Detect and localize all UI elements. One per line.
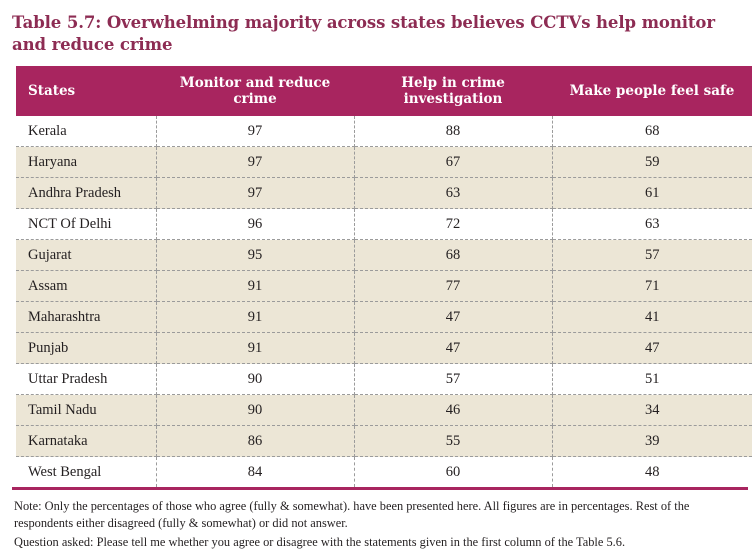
cell-investigation: 77 <box>354 271 552 302</box>
cell-monitor: 91 <box>156 333 354 364</box>
cell-safe: 34 <box>552 395 752 426</box>
note-line-2: Question asked: Please tell me whether you agree or disagree with the statements given in the first column of the Table 5.6. <box>14 534 626 549</box>
cell-monitor: 84 <box>156 457 354 488</box>
cell-safe: 71 <box>552 271 752 302</box>
cell-safe: 47 <box>552 333 752 364</box>
note-line-1: Note: Only the percentages of those who agree (fully & somewhat). have been presented here. All figures are in percentages. Rest of the respondents either disagreed (fully & somewhat) or did not answer. <box>14 499 690 531</box>
cell-safe: 39 <box>552 426 752 457</box>
cell-safe: 51 <box>552 364 752 395</box>
cell-monitor: 97 <box>156 147 354 178</box>
table-row <box>16 302 752 333</box>
cell-safe: 41 <box>552 302 752 333</box>
cell-safe: 48 <box>552 457 752 488</box>
column-header-investigation: Help in crime investigation <box>354 66 552 117</box>
cell-state: Punjab <box>16 333 156 364</box>
cell-state: Andhra Pradesh <box>16 178 156 209</box>
cell-monitor: 95 <box>156 240 354 271</box>
table-row <box>16 209 752 240</box>
table-row <box>16 457 752 488</box>
cell-monitor: 91 <box>156 302 354 333</box>
cell-investigation: 47 <box>354 302 552 333</box>
column-header-safe: Make people feel safe <box>552 66 752 117</box>
cell-state: West Bengal <box>16 457 156 488</box>
table-row <box>16 271 752 302</box>
cell-monitor: 97 <box>156 178 354 209</box>
table-row <box>16 426 752 457</box>
table-row <box>16 395 752 426</box>
cell-investigation: 60 <box>354 457 552 488</box>
cell-state: Uttar Pradesh <box>16 364 156 395</box>
cell-state: Karnataka <box>16 426 156 457</box>
cell-state: Assam <box>16 271 156 302</box>
cell-investigation: 63 <box>354 178 552 209</box>
cell-investigation: 46 <box>354 395 552 426</box>
table-body <box>16 116 752 487</box>
cell-investigation: 72 <box>354 209 552 240</box>
page-title: Table 5.7: Overwhelming majority across states believes CCTVs help monitor and reduce crime <box>12 13 715 54</box>
cell-investigation: 57 <box>354 364 552 395</box>
cell-investigation: 47 <box>354 333 552 364</box>
cell-state: Kerala <box>16 116 156 147</box>
table-container <box>12 66 748 491</box>
cell-investigation: 68 <box>354 240 552 271</box>
cell-safe: 61 <box>552 178 752 209</box>
table-row <box>16 364 752 395</box>
column-header-monitor: Monitor and reduce crime <box>156 66 354 117</box>
cell-state: Maharashtra <box>16 302 156 333</box>
cell-state: NCT Of Delhi <box>16 209 156 240</box>
cell-monitor: 91 <box>156 271 354 302</box>
table-header <box>16 66 752 117</box>
table-notes <box>14 498 738 550</box>
table-row <box>16 178 752 209</box>
cell-safe: 63 <box>552 209 752 240</box>
cell-state: Gujarat <box>16 240 156 271</box>
cell-safe: 59 <box>552 147 752 178</box>
table-header-row <box>16 66 752 117</box>
cell-state: Tamil Nadu <box>16 395 156 426</box>
cell-monitor: 90 <box>156 364 354 395</box>
cell-monitor: 97 <box>156 116 354 147</box>
cell-monitor: 86 <box>156 426 354 457</box>
cell-investigation: 67 <box>354 147 552 178</box>
cell-state: Haryana <box>16 147 156 178</box>
column-header-states: States <box>16 66 156 117</box>
table-row <box>16 240 752 271</box>
cell-investigation: 88 <box>354 116 552 147</box>
cell-safe: 57 <box>552 240 752 271</box>
cell-monitor: 90 <box>156 395 354 426</box>
table-row <box>16 116 752 147</box>
cell-monitor: 96 <box>156 209 354 240</box>
cell-safe: 68 <box>552 116 752 147</box>
table-row <box>16 333 752 364</box>
cell-investigation: 55 <box>354 426 552 457</box>
cctv-perception-table <box>16 66 752 488</box>
table-row <box>16 147 752 178</box>
